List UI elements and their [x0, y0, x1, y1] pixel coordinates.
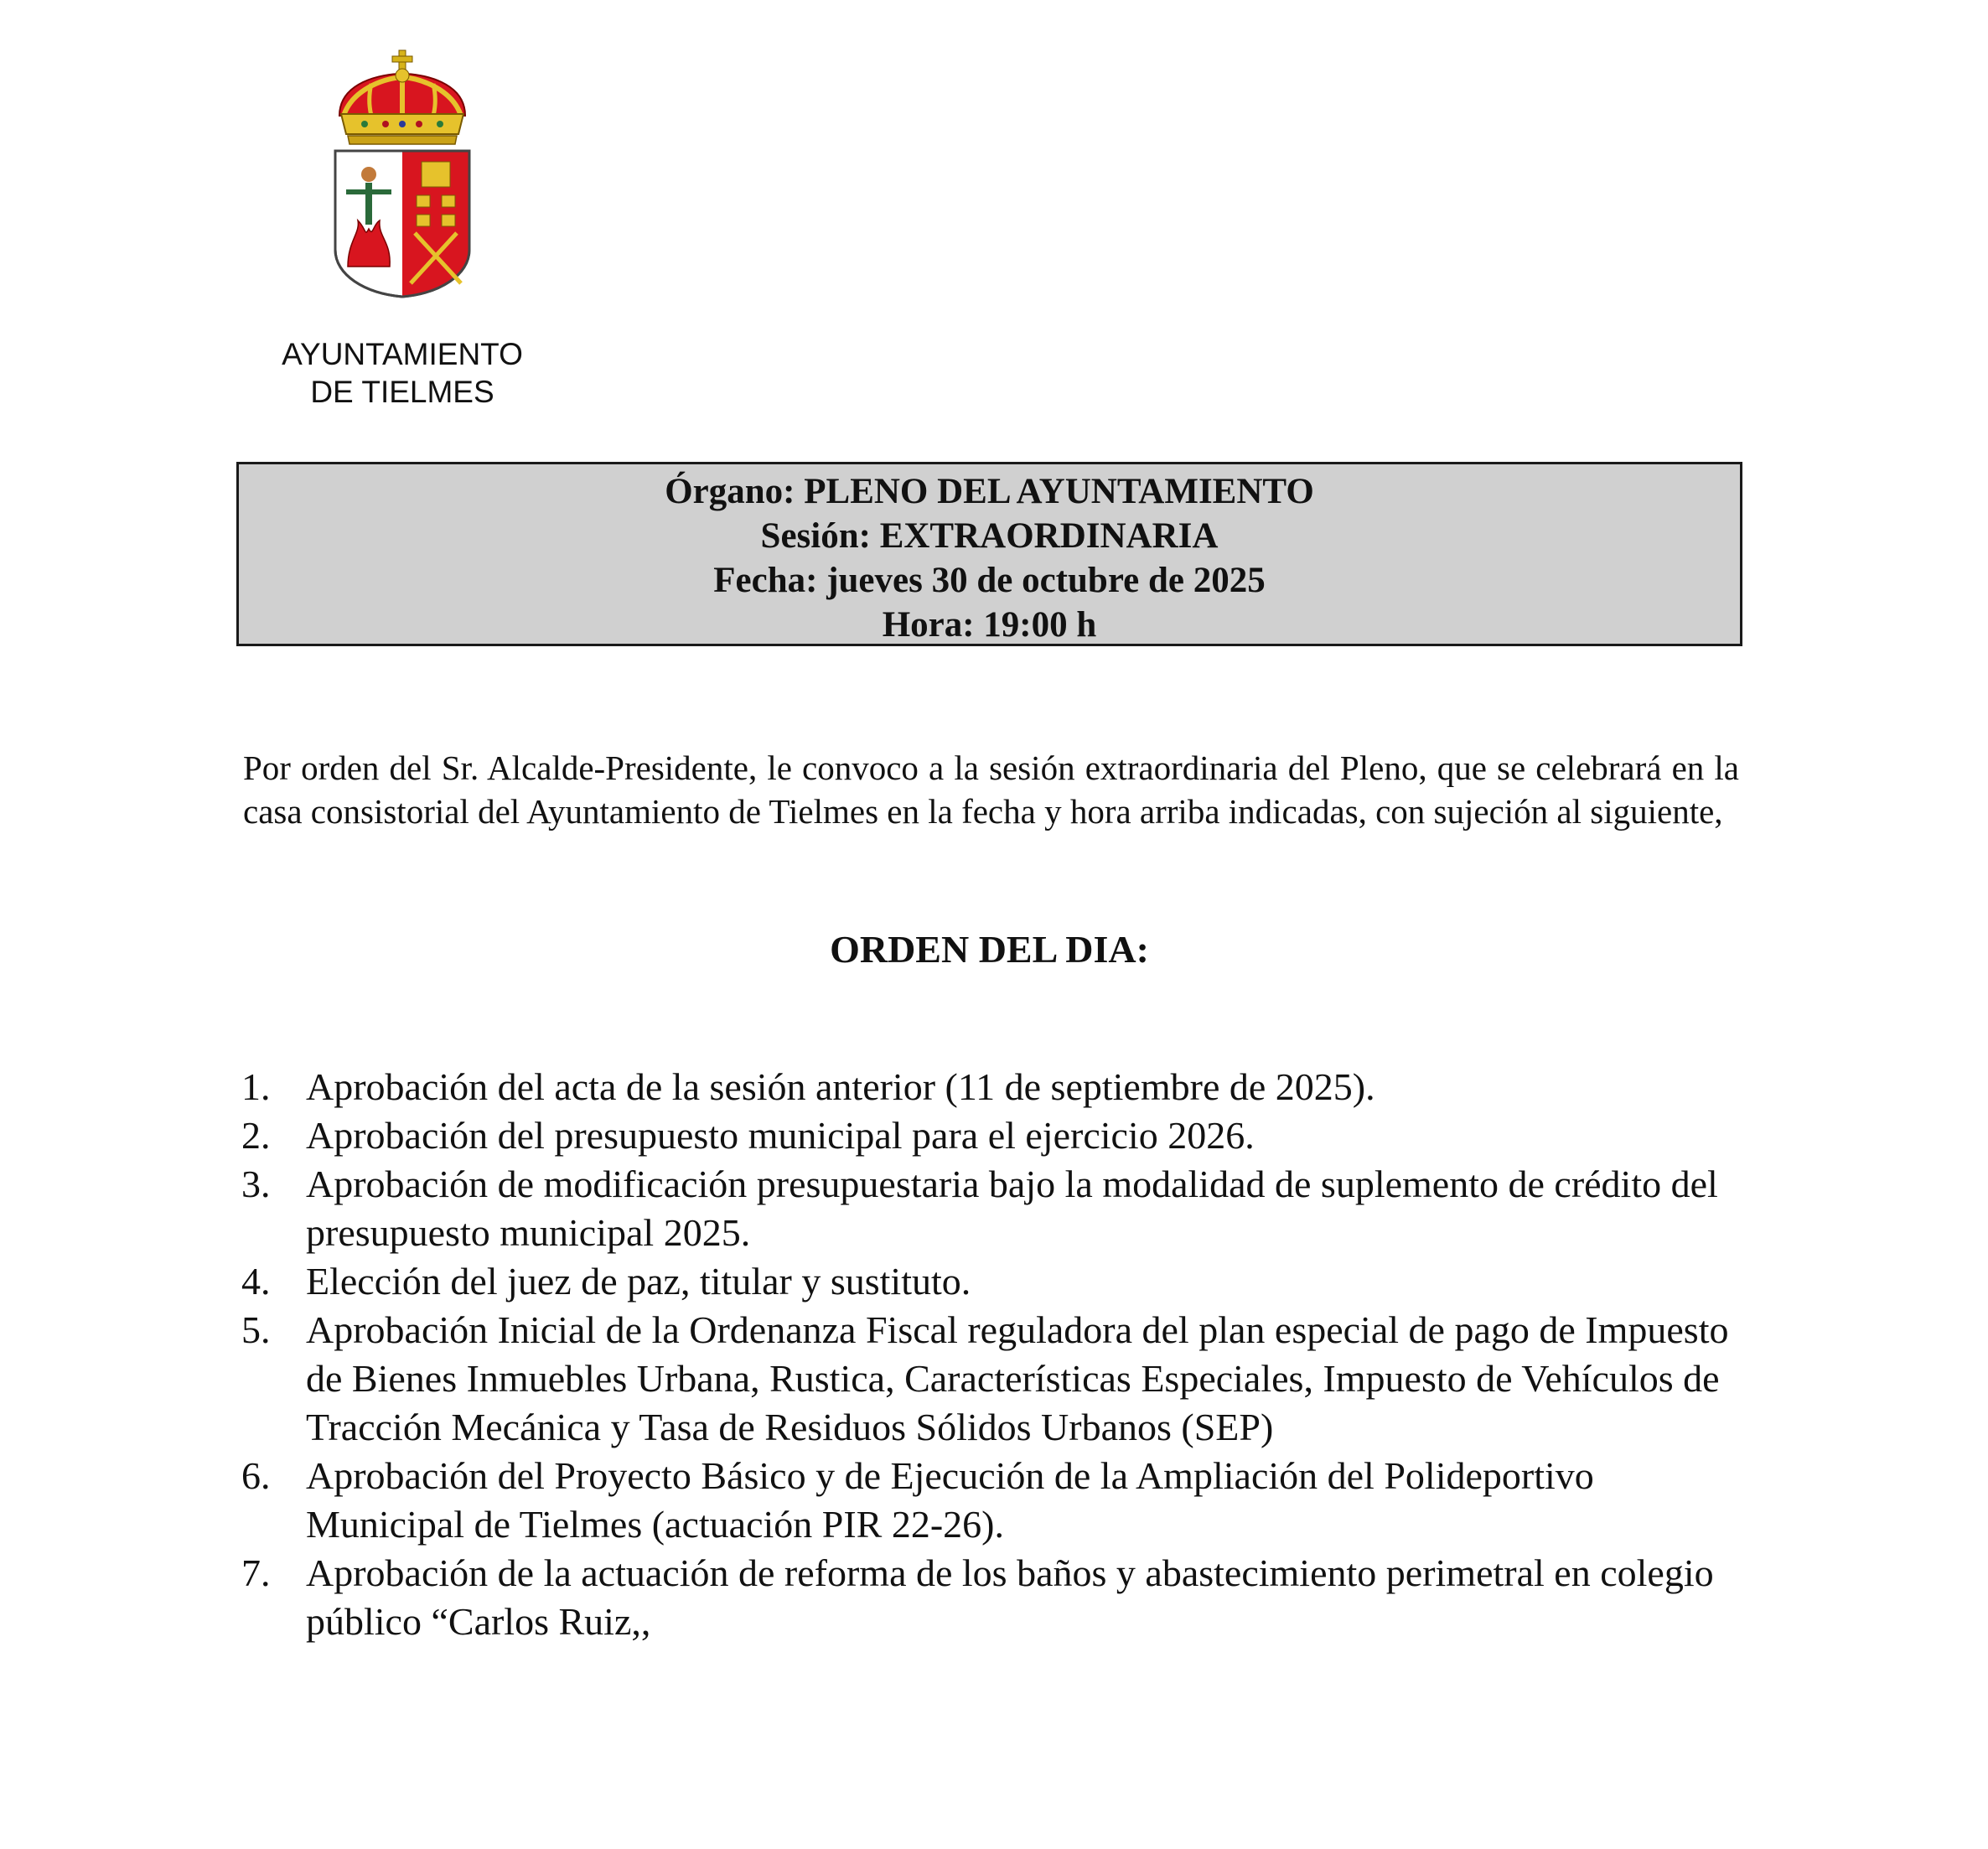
organization-name	[236, 335, 568, 411]
intro-paragraph: Por orden del Sr. Alcalde-Presidente, le convoco a la sesión extraordinaria del Pleno, que se celebrará en la casa consistorial del Ayuntamiento de Tielmes en la fecha y hora arriba indicadas, con sujeción al siguiente,	[243, 748, 1739, 831]
agenda-list	[241, 1063, 1750, 1646]
agenda-item-text: Aprobación del Proyecto Básico y de Ejecución de la Ampliación del Polideportivo Municipal de Tielmes (actuación PIR 22-26).	[306, 1454, 1594, 1546]
agenda-item-number: 1.	[241, 1065, 271, 1108]
coat-of-arms-icon	[323, 49, 482, 300]
agenda-item	[241, 1160, 1750, 1257]
agenda-item	[241, 1549, 1750, 1646]
agenda-item-text: Aprobación del presupuesto municipal para el ejercicio 2026.	[306, 1114, 1255, 1157]
org-name-line2: DE TIELMES	[310, 375, 494, 409]
agenda-item-text: Aprobación del acta de la sesión anterior (11 de septiembre de 2025).	[306, 1065, 1375, 1108]
agenda-title: ORDEN DEL DIA:	[830, 928, 1149, 971]
agenda-item	[241, 1306, 1750, 1452]
agenda-item	[241, 1111, 1750, 1160]
agenda-item-text: Elección del juez de paz, titular y sustituto.	[306, 1260, 971, 1303]
agenda-item-number: 5.	[241, 1308, 271, 1351]
agenda-item-number: 4.	[241, 1260, 271, 1303]
agenda-item	[241, 1452, 1750, 1549]
session-date: Fecha: jueves 30 de octubre de 2025	[713, 561, 1266, 600]
session-time: Hora: 19:00 h	[882, 605, 1097, 645]
agenda-item-text: Aprobación de la actuación de reforma de los baños y abastecimiento perimetral en colegio público “Carlos Ruiz,,	[306, 1551, 1714, 1643]
agenda-item-text: Aprobación Inicial de la Ordenanza Fiscal reguladora del plan especial de pago de Impuesto de Bienes Inmuebles Urbana, Rustica, Características Especiales, Impuesto de Vehículos de Tracción Mecánica y Tasa de Residuos Sólidos Urbanos (SEP)	[306, 1308, 1729, 1448]
session-details-box	[236, 462, 1742, 646]
agenda-item-number: 6.	[241, 1454, 271, 1497]
session-organo: Órgano: PLENO DEL AYUNTAMIENTO	[665, 472, 1314, 511]
agenda-item-text: Aprobación de modificación presupuestaria bajo la modalidad de suplemento de crédito del presupuesto municipal 2025.	[306, 1163, 1718, 1254]
agenda-item-number: 3.	[241, 1163, 271, 1205]
agenda-item-number: 7.	[241, 1551, 271, 1594]
agenda-item	[241, 1063, 1750, 1111]
session-type: Sesión: EXTRAORDINARIA	[760, 516, 1219, 556]
org-name-line1: AYUNTAMIENTO	[282, 337, 523, 371]
agenda-item	[241, 1257, 1750, 1306]
agenda-item-number: 2.	[241, 1114, 271, 1157]
